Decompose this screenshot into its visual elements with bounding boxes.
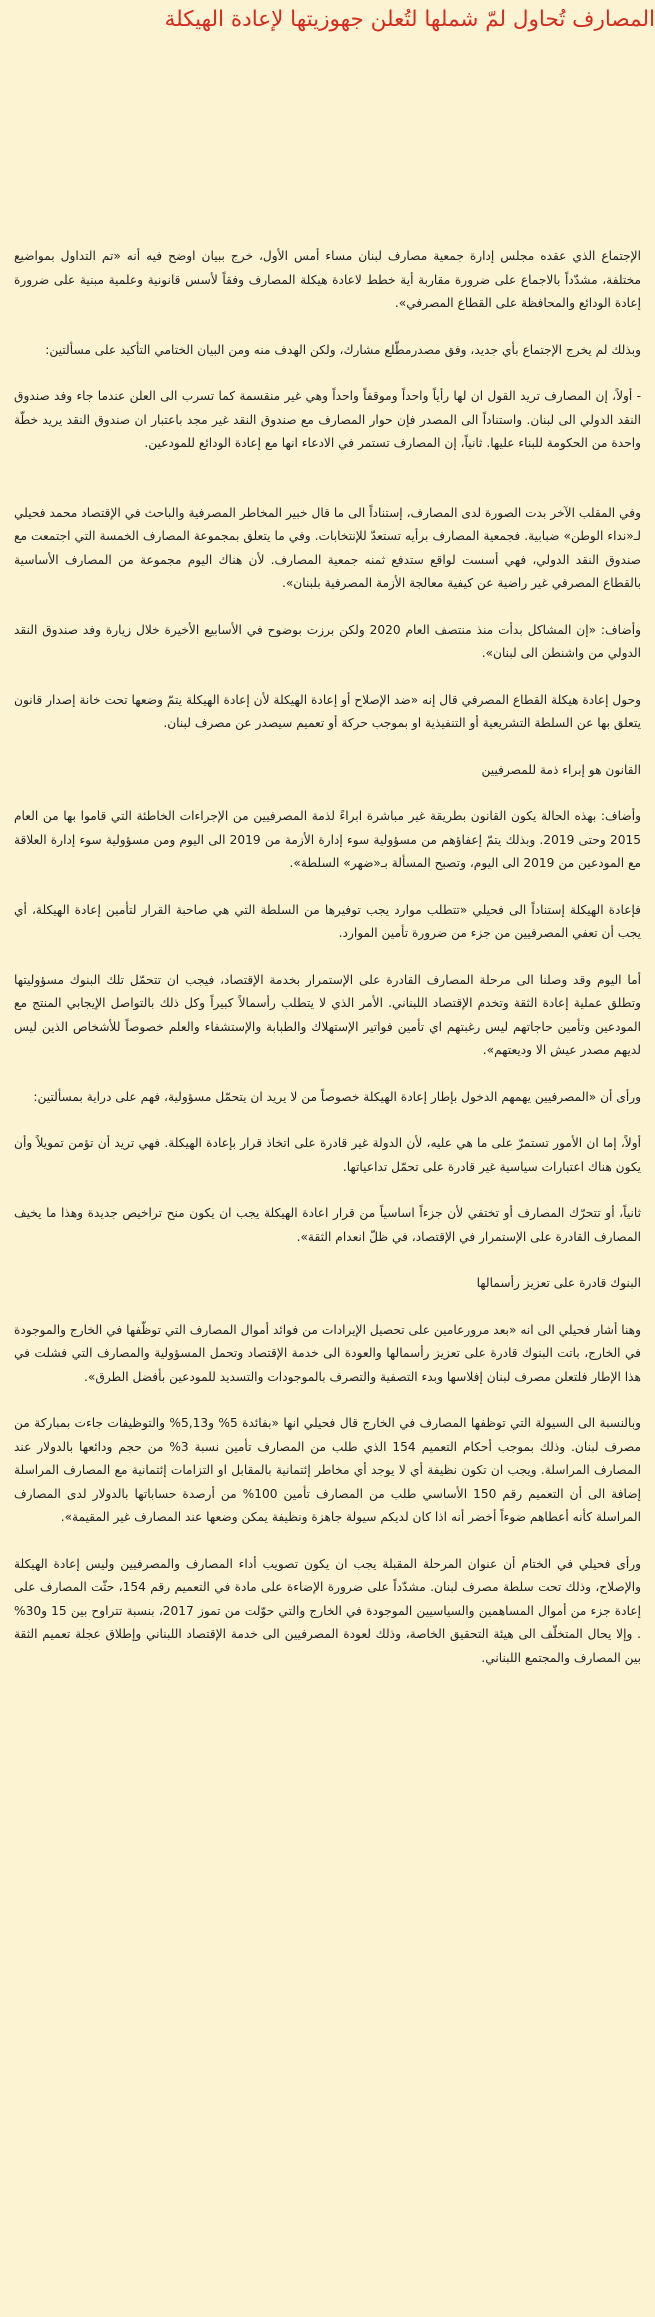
paragraph: وأضاف: بهذه الحالة يكون القانون بطريقة غير مباشرة ابراءً لذمة المصرفيين من الإجراءات الخاطئة التي قاموا بها من العام 2015 وحتى 2019. وبذلك يتمّ إعفاؤهم من مسؤولية سوء إدارة الأزمة من 2019 الى اليوم ومن مسؤولية سوء إدارة العلاقة مع المودعين من 2019 الى اليوم، وتصبح المسألة بـ«ضهر» السلطة». (14, 809, 641, 870)
article-headline: المصارف تُحاول لمّ شملها لتُعلن جهوزيتها لإعادة الهيكلة (164, 7, 655, 32)
section-subheading: القانون هو إبراء ذمة للمصرفيين (481, 762, 641, 777)
paragraph: ورأى فحيلي في الختام أن عنوان المرحلة المقبلة يجب ان يكون تصويب أداء المصارف والمصرفيين وليس إعادة الهيكلة والإصلاح، وذلك تحت سلطة مصرف لبنان. مشدّداً على ضرورة الإضاءة على مادة في التعميم رقم 154، حثّت المصارف على إعادة جزء من أموال المساهمين والسياسيين الموجودة في الخارج والتي حوّلت من تموز 2017، بنسبة تتراوح بين 15 و30% . وإلا يحال المتخلّف الى هيئة التحقيق الخاصة، وذلك لعودة المصرفيين الى خدمة الإقتصاد اللبناني وإطلاق عجلة تعميم الثقة بين المصارف والمجتمع اللبناني. (14, 1556, 641, 1665)
paragraph: ورأى أن «المصرفيين يهمهم الدخول بإطار إعادة الهيكلة خصوصاً من لا يريد ان يتحمّل مسؤولية، فهم على دراية بمسألتين: (33, 1089, 641, 1104)
paragraph: ثانياً، أو تتحرّك المصارف أو تختفي لأن جزءاً اساسياً من قرار اعادة الهيكلة يجب ان يكون منح تراخيص جديدة وهذا ما يخيف المصارف القادرة على الإستمرار في الإقتصاد، في ظلّ انعدام الثقة». (14, 1206, 641, 1244)
article-body (14, 245, 641, 1693)
paragraph: الإجتماع الذي عقده مجلس إدارة جمعية مصارف لبنان مساء أمس الأول، خرج ببيان اوضح فيه أنه «تم التداول بمواضيع مختلفة، مشدّداً بالاجماع على ضرورة مقاربة أية خطط لاعادة هيكلة المصارف وفقاً لأسس قانونية وعلمية مبنية على ضرورة إعادة الودائع والمحافظة على القطاع المصرفي». (14, 249, 641, 310)
paragraph: أما اليوم وقد وصلنا الى مرحلة المصارف القادرة على الإستمرار بخدمة الإقتصاد، فيجب ان تتحمّل تلك البنوك مسؤوليتها وتطلق عملية إعادة الثقة وتخدم الإقتصاد اللبناني. الأمر الذي لا يتطلب رأسمالاً كبيراً وكل ذلك بالتواصل الإيجابي المنتج مع المودعين وتأمين حاجاتهم ليس رغبتهم اي تأمين فواتير الإستهلاك والطبابة والإستشفاء والعلم خصوصاً للأشخاص الذين ليس لديهم مصدر عيش الا وديعتهم». (14, 972, 641, 1057)
paragraph: - أولاً، إن المصارف تريد القول ان لها رأياً واحداً وموقفاً واحداً وهي غير منقسمة كما تسرب الى العلن عندما جاء وفد صندوق النقد الدولي الى لبنان. واستناداً الى المصدر فإن حوار المصارف مع صندوق النقد غير مجد باعتبار ان صندوق النقد يريد خطّة واحدة من الحكومة للبناء عليها. ثانياً، إن المصارف تستمر في الادعاء انها مع إعادة الودائع للمودعين. (14, 389, 641, 450)
paragraph: وبالنسبة الى السيولة التي توظفها المصارف في الخارج قال فحيلي انها «بفائدة 5% و5,13% والتوظيفات جاءت بمباركة من مصرف لبنان. وذلك بموجب أحكام التعميم 154 الذي طلب من المصارف تأمين نسبة 3% من حجم ودائعها بالدولار عند المصارف المراسلة. ويجب ان تكون نظيفة أي لا يوجد أي مخاطر إئتمانية بالمقابل او التزامات إئتمانية مع المصارف المراسلة إضافة الى أن التعميم رقم 150 الأساسي طلب من المصارف تأمين 100% من أرصدة حساباتها بالدولار لدى المصارف المراسلة كأنه أعطاهم ضوءاً أخضر أنه اذا كان لديكم سيولة جاهزة ونظيفة يمكن وضعها عند المصارف غير المقيمة». (14, 1416, 642, 1524)
paragraph: فإعادة الهيكلة إستناداً الى فحيلي «تتطلب موارد يجب توفيرها من السلطة التي هي صاحبة القرار لتأمين إعادة الهيكلة، أي يجب أن تعفي المصرفيين من جزء من ضرورة تأمين الموارد. (14, 902, 641, 940)
paragraph: وهنا أشار فحيلي الى انه «بعد مرورعامين على تحصيل الإيرادات من فوائد أموال المصارف التي توظّفها في الخارج والموجودة في الخارج، باتت البنوك قادرة على تعزيز رأسمالها والعودة الى خدمة الإقتصاد وتحمل المسؤولية والمصارف التي فشلت في هذا الإطار فلتعلن مصرف لبنان إفلاسها وبدء التصفية والتصرف بالموجودات والتسديد للمودعين بأفضل الطرق». (14, 1322, 641, 1384)
paragraph: وحول إعادة هيكلة القطاع المصرفي قال إنه «ضد الإصلاح أو إعادة الهيكلة لأن إعادة الهيكلة يتمّ وضعها تحت خانة إصدار قانون يتعلق بها عن السلطة التشريعية أو التنفيذية او بموجب حركة أو تعميم سيصدر عن مصرف لبنان. (14, 692, 641, 730)
section-subheading: البنوك قادرة على تعزيز رأسمالها (476, 1276, 641, 1290)
paragraph: وبذلك لم يخرج الإجتماع بأي جديد، وفق مصدرمطّلع مشارك، ولكن الهدف منه ومن البيان الختامي التأكيد على مسألتين: (45, 342, 641, 357)
paragraph: أولاً، إما ان الأمور تستمرّ على ما هي عليه، لأن الدولة غير قادرة على اتخاذ قرار بإعادة الهيكلة. فهي تريد أن تؤمن تمويلاً وأن يكون هناك اعتبارات سياسية غير قادرة على تحمّل تداعياتها. (14, 1136, 641, 1174)
paragraph: وفي المقلب الآخر بدت الصورة لدى المصارف، إستناداً الى ما قال خبير المخاطر المصرفية والباحث في الإقتصاد محمد فحيلي لـ«نداء الوطن» ضبابية. فجمعية المصارف برأيه تستعدّ للإنتخابات. وفي ما يتعلق بمجموعة المصارف الخمسة التي اجتمعت مع صندوق النقد الدولي، فهي أسست لواقع ستدفع ثمنه جمعية المصارف. لأن هناك اليوم مجموعة من المصارف الأساسية بالقطاع المصرفي غير راضية عن كيفية معالجة الأزمة المصرفية بلبنان». (14, 505, 641, 590)
paragraph: وأضاف: «إن المشاكل بدأت منذ منتصف العام 2020 ولكن برزت بوضوح في الأسابيع الأخيرة خلال زيارة وفد صندوق النقد الدولي من واشنطن الى لبنان». (14, 622, 641, 660)
